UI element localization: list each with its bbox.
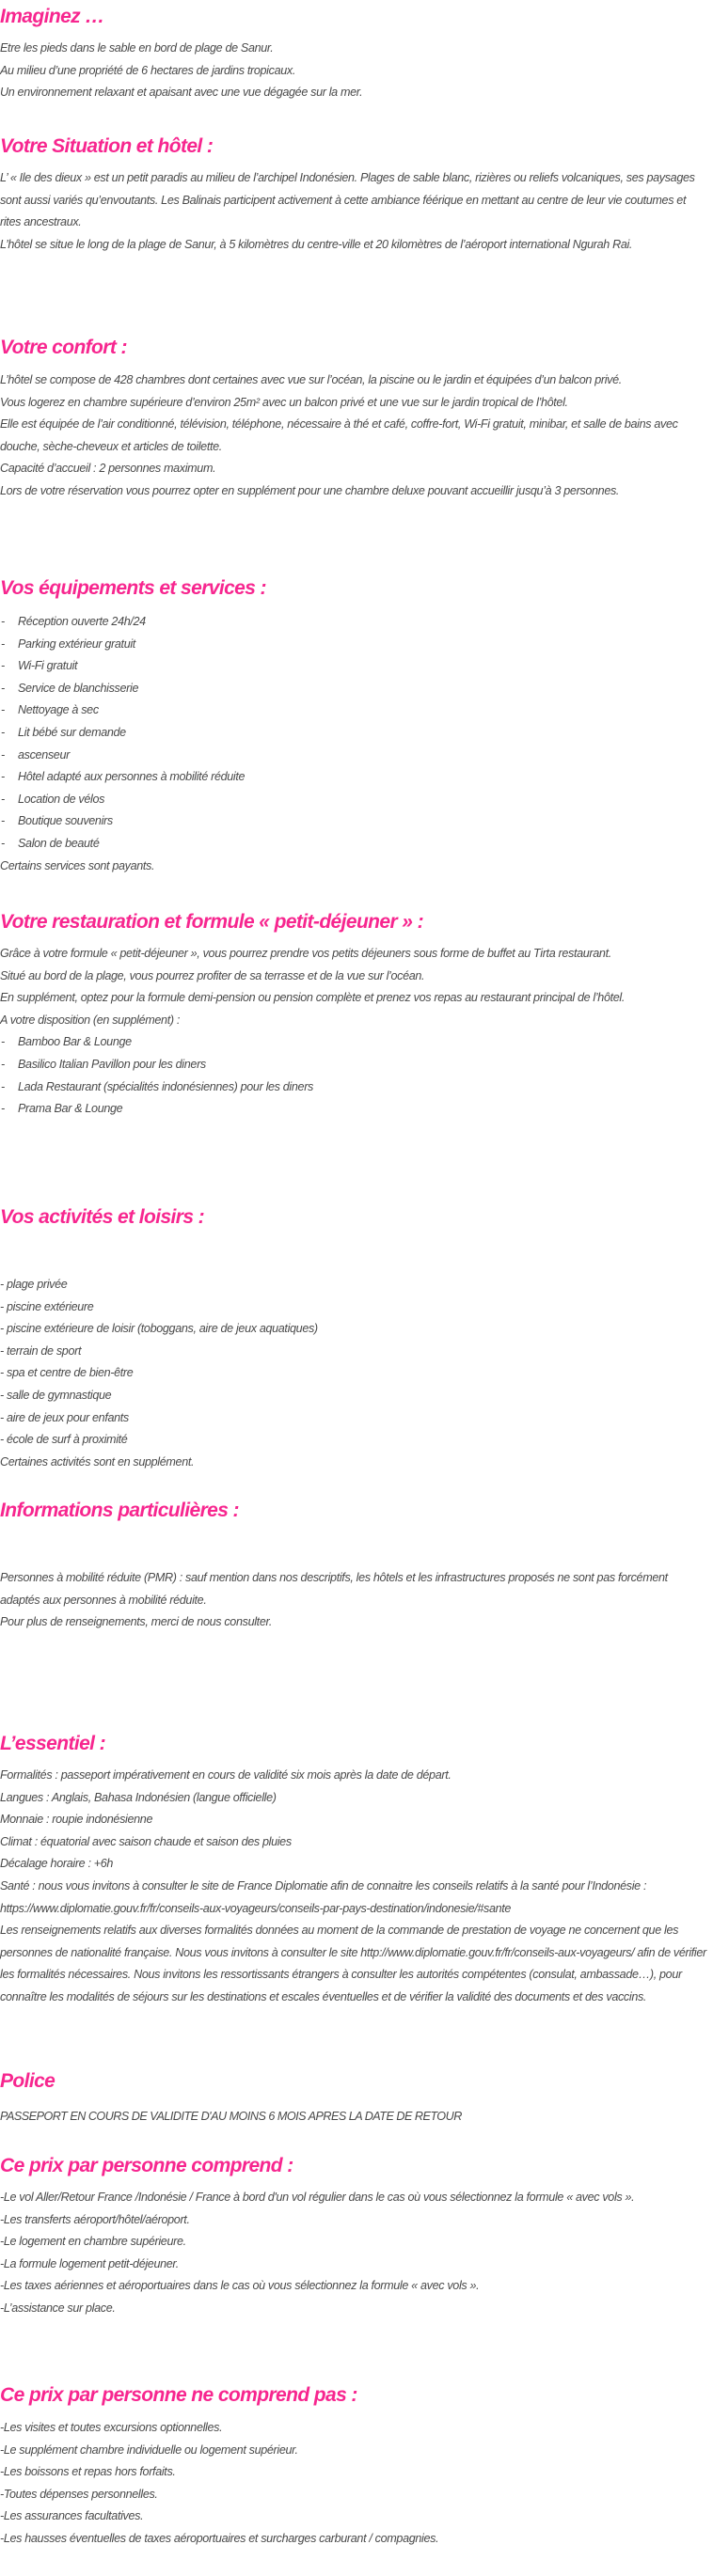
bullet: -: [1, 792, 5, 806]
paragraph: Vous logerez en chambre supérieure d’environ 25m² avec un balcon privé et une vue sur le jardin tropical de l’hôtel.: [0, 395, 568, 409]
section-title-police: Police: [0, 2070, 55, 2092]
section-activites-list: [0, 1274, 707, 1473]
list-item-text: Boutique souvenirs: [18, 814, 113, 828]
paragraph: En supplément, optez pour la formule demi-pension ou pension complète et prenez vos repas au restaurant principal de l’hôtel.: [0, 991, 626, 1005]
bullet: -: [1, 725, 5, 739]
list-item-text: Location de vélos: [18, 792, 105, 806]
list-item: -Les taxes aériennes et aéroportuaires dans le cas où vous sélectionnez la formule « avec vols ».: [0, 2279, 480, 2293]
section-title-situation: Votre Situation et hôtel :: [0, 135, 214, 157]
section-title-ne-comprend-pas: Ce prix par personne ne comprend pas :: [0, 2384, 357, 2406]
bullet: -: [1, 1102, 5, 1116]
list-item: [0, 766, 707, 789]
list-item: -La formule logement petit-déjeuner.: [0, 2256, 179, 2270]
list-item: -Le supplément chambre individuelle ou logement supérieur.: [0, 2442, 298, 2457]
paragraph: Décalage horaire : +6h: [0, 1857, 114, 1871]
bullet: -: [1, 836, 5, 850]
section-equipements-list: [0, 611, 707, 877]
section-ne-comprend-pas-list: [0, 2417, 707, 2551]
list-item: [0, 634, 707, 656]
list-item: - spa et centre de bien-être: [0, 1366, 134, 1380]
section-title-imaginez: Imaginez …: [0, 6, 104, 27]
text-line: Un environnement relaxant et apaisant avec une vue dégagée sur la mer.: [0, 86, 363, 100]
bullet: -: [1, 1079, 5, 1093]
list-item: [0, 1076, 707, 1099]
paragraph: A votre disposition (en supplément) :: [0, 1013, 180, 1027]
bullet: -: [1, 636, 5, 651]
section-title-restauration: Votre restauration et formule « petit-déjeuner » :: [0, 911, 423, 933]
list-item-text: Réception ouverte 24h/24: [18, 615, 146, 628]
paragraph: Formalités : passeport impérativement en cours de validité six mois après la date de départ.: [0, 1768, 452, 1782]
section-title-confort: Votre confort :: [0, 337, 127, 358]
section-essentiel-body: [0, 1765, 707, 2009]
list-item-text: Salon de beauté: [18, 836, 100, 850]
list-item: [0, 833, 707, 856]
paragraph: Lors de votre réservation vous pourrez opter en supplément pour une chambre deluxe pouvant accueillir jusqu’à 3 personnes.: [0, 483, 620, 497]
bullet: -: [1, 703, 5, 717]
list-item: -Les transferts aéroport/hôtel/aéroport.: [0, 2212, 190, 2226]
list-item: [0, 699, 707, 722]
list-item: [0, 1054, 707, 1076]
paragraph: L’ « Ile des dieux » est un petit paradis au milieu de l’archipel Indonésien. Plages de sable blanc, rizières ou reliefs volcaniques, ses paysages sont aussi variés qu’envoutants. Les Balinais participent activement à cette ambiance féérique en mettant au centre de leur vie coutumes et rites ancestraux.: [0, 171, 695, 229]
list-item-text: Lada Restaurant (spécialités indonésiennes) pour les diners: [18, 1079, 313, 1093]
list-item-text: Basilico Italian Pavillon pour les diners: [18, 1057, 206, 1071]
list-item-text: ascenseur: [18, 747, 70, 762]
list-item: -Le logement en chambre supérieure.: [0, 2235, 186, 2249]
paragraph: Personnes à mobilité réduite (PMR) : sauf mention dans nos descriptifs, les hôtels et les infrastructures proposés ne sont pas forcément adaptés aux personnes à mobilité réduite.: [0, 1571, 668, 1607]
list-item: - terrain de sport: [0, 1343, 82, 1358]
bullet: -: [1, 1057, 5, 1071]
list-item-text: Lit bébé sur demande: [18, 725, 126, 739]
section-situation-body: [0, 167, 707, 256]
list-item: -Le vol Aller/Retour France /Indonésie / France à bord d'un vol régulier dans le cas où vous sélectionnez la formule « avec vols ».: [0, 2191, 635, 2204]
paragraph: Elle est équipée de l’air conditionné, télévision, téléphone, nécessaire à thé et café, coffre-fort, Wi-Fi gratuit, minibar, et salle de bains avec douche, sèche-cheveux et articles de toilette.: [0, 417, 678, 453]
list-item: [0, 611, 707, 634]
list-item-text: Hôtel adapté aux personnes à mobilité réduite: [18, 770, 246, 784]
list-item: - piscine extérieure de loisir (toboggans, aire de jeux aquatiques): [0, 1322, 318, 1336]
section-title-essentiel: L’essentiel :: [0, 1733, 106, 1754]
list-item-text: Service de blanchisserie: [18, 681, 139, 695]
list-item: [0, 745, 707, 767]
section-title-informations: Informations particulières :: [0, 1500, 239, 1521]
paragraph: Les renseignements relatifs aux diverses formalités données au moment de la commande de prestation de voyage ne concernent que les personnes de nationalité française. Nous vous invitons à consulter le site http://www.diplomatie.gouv.fr/fr/conseils-aux-voyageurs/ afin de vérifier les formalités nécessaires. Nous invitons les ressortissants étrangers à consulter les autorités compétentes (consulat, ambassade…), pour connaître les modalités de séjours sur les destinations et escales éventuelles et de vérifier la validité des documents et des vaccins.: [0, 1924, 706, 2003]
text-line: Etre les pieds dans le sable en bord de plage de Sanur.: [0, 41, 274, 55]
paragraph: Capacité d’accueil : 2 personnes maximum.: [0, 462, 216, 476]
list-item: -Les hausses éventuelles de taxes aéroportuaires et surcharges carburant / compagnies.: [0, 2531, 439, 2545]
bullet: -: [1, 770, 5, 784]
paragraph: Climat : équatorial avec saison chaude et saison des pluies: [0, 1834, 292, 1848]
section-title-equipements: Vos équipements et services :: [0, 577, 266, 599]
section-comprend-list: [0, 2187, 707, 2320]
section-police-body: [0, 2106, 707, 2128]
list-item: - aire de jeux pour enfants: [0, 1410, 129, 1424]
section-imaginez-body: [0, 38, 707, 104]
section-title-comprend: Ce prix par personne comprend :: [0, 2155, 293, 2176]
bullet: -: [1, 1035, 5, 1049]
list-item: [0, 678, 707, 700]
paragraph: Pour plus de renseignements, merci de nous consulter.: [0, 1615, 272, 1629]
list-item-text: Bamboo Bar & Lounge: [18, 1035, 132, 1049]
section-title-activites: Vos activités et loisirs :: [0, 1206, 205, 1228]
list-item-text: Parking extérieur gratuit: [18, 636, 135, 651]
list-item: -Les visites et toutes excursions optionnelles.: [0, 2421, 223, 2434]
list-item: -Les assurances facultatives.: [0, 2509, 144, 2523]
list-item-text: Nettoyage à sec: [18, 703, 99, 717]
list-item-text: Prama Bar & Lounge: [18, 1102, 123, 1116]
list-item: [0, 1031, 707, 1054]
paragraph: Grâce à votre formule « petit-déjeuner », vous pourrez prendre vos petits déjeuners sous forme de buffet au Tirta restaurant.: [0, 947, 611, 960]
list-item: [0, 655, 707, 678]
paragraph: Santé : nous vous invitons à consulter le site de France Diplomatie afin de connaitre les conseils relatifs à la santé pour l’Indonésie : https://www.diplomatie.gouv.fr/fr/conseils-aux-voyageurs/conseils-par-pays-destination/indonesie/#sante: [0, 1878, 647, 1915]
section-restauration-body: [0, 943, 707, 1121]
list-item: - salle de gymnastique: [0, 1388, 112, 1402]
bullet: -: [1, 615, 5, 628]
text-line: Au milieu d’une propriété de 6 hectares de jardins tropicaux.: [0, 63, 295, 77]
section-informations-body: [0, 1567, 707, 1634]
paragraph: L’hôtel se situe le long de la plage de Sanur, à 5 kilomètres du centre-ville et 20 kilomètres de l’aéroport international Ngurah Rai.: [0, 237, 633, 251]
list-item: [0, 722, 707, 745]
list-item: -Les boissons et repas hors forfaits.: [0, 2465, 176, 2479]
list-item: [0, 789, 707, 811]
list-item: [0, 810, 707, 833]
bullet: -: [1, 747, 5, 762]
note: Certains services sont payants.: [0, 858, 155, 872]
list-item: - piscine extérieure: [0, 1299, 94, 1313]
list-item: -L’assistance sur place.: [0, 2301, 116, 2315]
paragraph: L’hôtel se compose de 428 chambres dont certaines avec vue sur l’océan, la piscine ou le jardin et équipées d’un balcon privé.: [0, 373, 622, 386]
list-item: [0, 1098, 707, 1121]
list-item: - école de surf à proximité: [0, 1433, 128, 1447]
paragraph: Situé au bord de la plage, vous pourrez profiter de sa terrasse et de la vue sur l’océan.: [0, 968, 425, 982]
bullet: -: [1, 659, 5, 673]
list-item-text: Wi-Fi gratuit: [18, 659, 78, 673]
paragraph: PASSEPORT EN COURS DE VALIDITE D'AU MOINS 6 MOIS APRES LA DATE DE RETOUR: [0, 2110, 462, 2123]
paragraph: Monnaie : roupie indonésienne: [0, 1813, 153, 1827]
bullet: -: [1, 681, 5, 695]
paragraph: Langues : Anglais, Bahasa Indonésien (langue officielle): [0, 1790, 277, 1804]
list-item: - plage privée: [0, 1278, 68, 1291]
section-confort-body: [0, 369, 707, 503]
bullet: -: [1, 814, 5, 828]
list-item: -Toutes dépenses personnelles.: [0, 2487, 158, 2501]
note: Certaines activités sont en supplément.: [0, 1454, 195, 1469]
